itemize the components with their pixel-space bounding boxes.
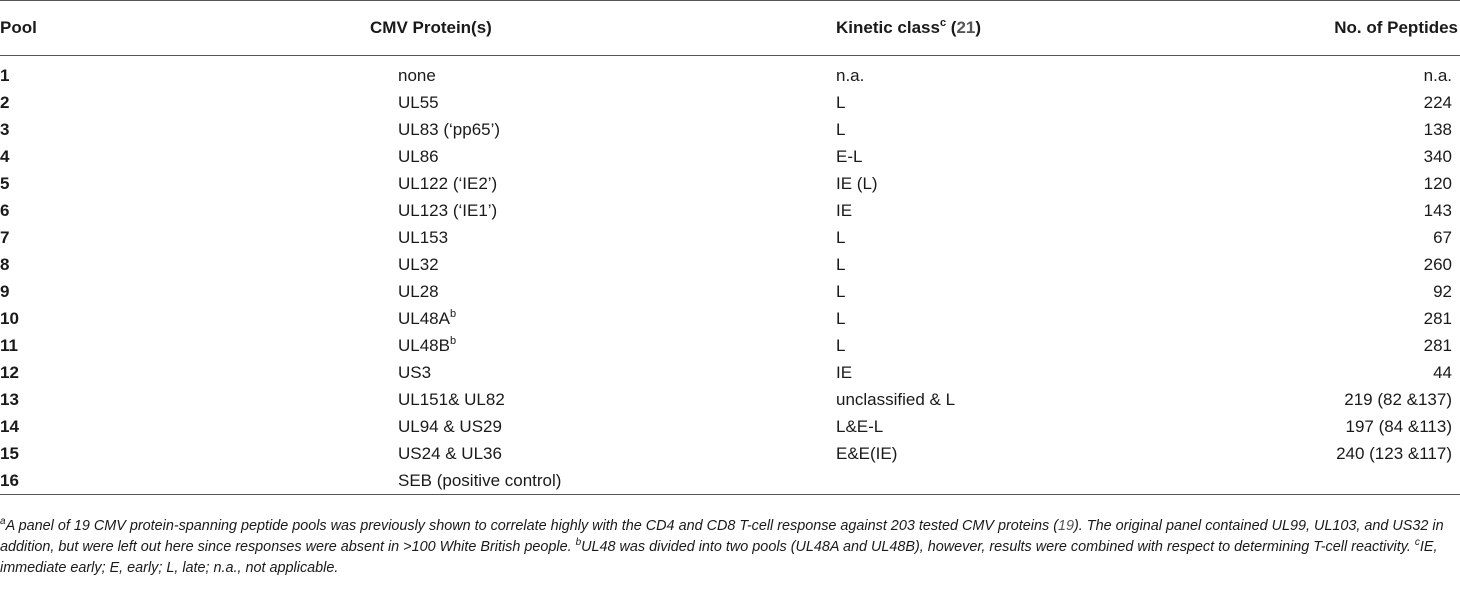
cell-kinetic-class: L&E-L [836,416,884,436]
cell-peptide-count: 281 [1423,335,1452,355]
table-row [0,278,1460,305]
cell-kinetic-class: n.a. [836,65,865,85]
cell-protein [60,224,836,251]
cell-pool: 7 [0,227,10,247]
cell-protein-label: UL86 [398,146,439,166]
header-kinetic-class: Kinetic class$^c$ (21) [836,1,1136,56]
footnote-b-text: UL48 was divided into two pools (UL48A and UL48B), however, results were combined with respect to determining T-cell reactivity. [581,539,1415,555]
cell-peptide-count: 120 [1423,173,1452,193]
header-protein: CMV Protein(s) [60,1,836,56]
cell-pool: 5 [0,173,10,193]
cell-protein [60,143,836,170]
cell-protein [60,332,836,359]
header-pool: Pool [0,1,60,56]
footnote-b-marker: b [575,537,582,548]
cell-peptide-count: 219 (82 &137) [1344,389,1452,409]
header-kinetic-sup: c [939,17,947,29]
cell-pool: 2 [0,92,10,112]
cell-protein-label: UL122 (‘IE2’) [398,173,498,193]
cell-pool: 1 [0,65,10,85]
cell-pool: 16 [0,467,60,495]
cell-pool: 3 [0,119,10,139]
cell-protein-label: UL28 [398,281,439,301]
cell-pool: 14 [0,416,19,436]
table-header [0,1,1460,56]
cell-pool: 6 [0,200,10,220]
cell-pool: 12 [0,362,19,382]
footnote-c-text: IE, immediate early; E, early; L, late; n.a., not applicable. [0,539,1438,576]
cell-kinetic-class: L [836,281,846,301]
cell-protein-label: UL83 (‘pp65’) [398,119,501,139]
cell-protein-label: US24 & UL36 [398,443,502,463]
cell-kinetic-class [836,467,1136,495]
table-row [0,170,1460,197]
cell-peptide-count [1136,467,1460,495]
cell-protein [60,89,836,116]
cell-peptide-count: 67 [1433,227,1452,247]
cell-protein [60,170,836,197]
table-row [0,386,1460,413]
cell-kinetic-class: L [836,227,846,247]
cell-protein-footnote-marker: b [449,307,457,320]
footnote-a-text-2: ). The original panel contained UL99, UL103, and US32 in addition, but were left out here since responses were absent in >100 White British people. [0,518,1444,555]
cell-protein [60,413,836,440]
cell-kinetic-class: unclassified & L [836,389,956,409]
table-row [0,359,1460,386]
cell-protein [60,278,836,305]
cell-peptide-count: 260 [1423,254,1452,274]
cell-protein-label: US3 [398,362,432,382]
footnote-c-marker: c [1414,537,1420,548]
cell-peptide-count: 224 [1423,92,1452,112]
table-row [0,197,1460,224]
cell-peptide-count: 281 [1423,308,1452,328]
cell-peptide-count: n.a. [1423,65,1452,85]
table-body [0,56,1460,495]
header-peptides: No. of Peptides [1136,1,1460,56]
cell-pool: 8 [0,254,10,274]
cell-pool: 9 [0,281,10,301]
cell-kinetic-class: L [836,335,846,355]
table-row [0,305,1460,332]
cell-peptide-count: 340 [1423,146,1452,166]
cell-protein-label: SEB (positive control) [398,470,562,490]
footnote-a-text-1: A panel of 19 CMV protein-spanning peptide pools was previously shown to correlate highly with the CD4 and CD8 T-cell response against 203 tested CMV proteins ( [5,518,1058,534]
table-row [0,467,1460,495]
table-row [0,251,1460,278]
cell-protein-label: UL32 [398,254,439,274]
cell-peptide-count: 240 (123 &117) [1336,443,1452,463]
cell-protein [60,440,836,467]
cell-peptide-count: 197 (84 &113) [1345,416,1452,436]
cell-peptide-count: 92 [1433,281,1452,301]
cell-kinetic-class: E&E(IE) [836,443,898,463]
table-row [0,116,1460,143]
cell-peptide-count: 143 [1423,200,1452,220]
cell-kinetic-class: L [836,119,846,139]
table-row [0,56,1460,90]
cell-protein-label: UL55 [398,92,439,112]
cell-pool: 15 [0,443,19,463]
footnote-a-marker: a [0,516,6,527]
table-footnote [0,516,1456,579]
header-kinetic-label: Kinetic class [836,18,940,37]
cell-protein [60,116,836,143]
cell-kinetic-class: L [836,92,846,112]
header-row [0,1,1460,56]
table-row [0,143,1460,170]
cell-protein-label: UL123 (‘IE1’) [398,200,498,220]
table-row [0,332,1460,359]
cell-protein-label: UL153 [398,227,449,247]
cell-peptide-count: 138 [1423,119,1452,139]
cell-pool: 11 [0,335,18,355]
cell-protein-label: UL151& UL82 [398,389,505,409]
cell-peptide-count: 44 [1433,362,1452,382]
cell-protein-label: none [398,65,436,85]
header-kinetic-ref[interactable]: 21 [956,18,976,37]
cell-protein-footnote-marker: b [449,334,457,347]
cell-pool: 4 [0,146,10,166]
cell-protein-label: UL48B [398,335,450,355]
cell-protein-label: UL94 & US29 [398,416,502,436]
cell-kinetic-class: L [836,308,846,328]
table-row [0,440,1460,467]
cell-kinetic-class: L [836,254,846,274]
cell-protein [60,56,836,90]
table-row [0,413,1460,440]
cell-kinetic-class: IE (L) [836,173,878,193]
cell-protein [60,359,836,386]
cell-kinetic-class: IE [836,200,853,220]
cell-kinetic-class: E-L [836,146,863,166]
table-row [0,89,1460,116]
cell-pool: 13 [0,389,19,409]
cell-protein-label: UL48A [398,308,450,328]
cell-protein [60,251,836,278]
cell-pool: 10 [0,308,19,328]
cell-protein [60,305,836,332]
cell-kinetic-class: IE [836,362,853,382]
cell-protein [60,386,836,413]
footnote-a-ref[interactable]: 19 [1057,518,1074,534]
cell-protein [60,197,836,224]
cell-protein [60,467,836,495]
table-row [0,224,1460,251]
